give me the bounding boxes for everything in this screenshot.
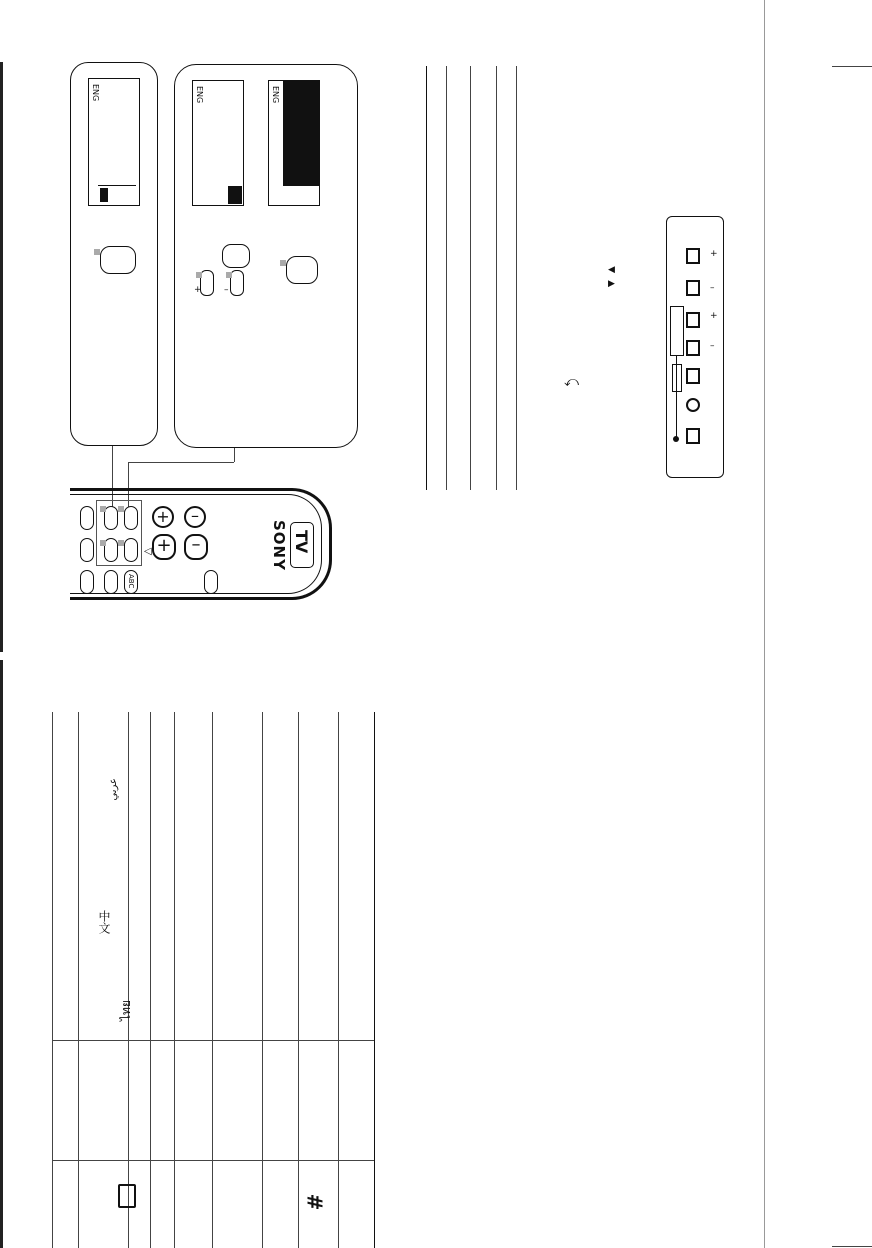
remote-marker-3 [100,540,106,546]
table-bottom-col-g [298,712,299,1248]
remote-abc-label: ABC [127,574,135,589]
table-bottom-col-c [150,712,151,1248]
panel-button-3 [686,312,700,328]
remote-button-3 [80,570,94,594]
panel-arrow-left: ◀ [608,265,615,275]
return-icon: ⤺ [564,374,579,390]
panel-minus-2: – [710,341,715,351]
table-bottom-rule-right [374,712,375,1248]
language-thai: ไทย [119,1000,133,1021]
remote-button-4 [104,570,118,594]
remote-button-ok [124,506,138,530]
remote-program-plus: + [152,534,176,560]
panel-guide-dot [673,436,679,442]
remote-volume-icon: ◁ [144,546,152,557]
panel-arrow-right: ▶ [608,279,615,289]
table-antenna-icon: # [302,1193,327,1211]
table-bottom-col-a [78,712,79,1248]
step1-hand-icon [100,246,136,274]
step3-marker [280,260,286,266]
table-top-col-2 [470,66,471,490]
panel-slider [672,364,682,392]
table-top-col-4 [516,66,517,490]
left-edge-bar [0,62,3,652]
panel-button-1 [686,248,700,264]
step2-plus-button [200,270,214,296]
panel-button-power [686,428,700,444]
left-edge-bar-lower [0,660,3,1248]
remote-marker-2 [118,506,124,512]
language-chinese: 中文 [97,910,111,934]
step2-hand-icon [222,244,250,268]
panel-button-2 [686,280,700,296]
step2-marker-b [226,272,232,278]
panel-plus-1: + [710,249,718,259]
remote-button-menu [104,506,118,530]
table-top-col-3 [496,66,497,490]
connector-2 [234,448,235,462]
panel-guide-line [676,356,677,440]
panel-button-4 [686,340,700,356]
remote-program-minus: – [184,534,208,560]
connector-2-h [128,462,234,463]
table-bottom-rule-left [52,712,53,1248]
table-bottom-col-b [128,712,129,1248]
table-tools-icon [118,1184,136,1208]
table-top-rule [426,66,427,490]
panel-button-5 [686,368,700,384]
remote-button-2 [80,538,94,562]
remote-volume-plus: + [152,506,174,528]
remote-button-1 [80,506,94,530]
step1-menu-selected [100,188,108,202]
step3-screen-highlight [283,80,320,186]
remote-button-plus [104,538,118,562]
step1-marker [94,249,100,255]
step3-hand-icon [286,256,318,284]
step3-screen-title: ENG [271,86,280,104]
panel-selector-box [670,306,684,356]
table-bottom-row-2 [52,1160,374,1161]
remote-marker-4 [118,540,124,546]
corner-mark-bottom [832,1246,872,1247]
step2-screen-title: ENG [195,86,204,104]
remote-brand: SONY [270,520,288,571]
panel-plus-2: + [710,311,718,321]
language-arabic: عربي [108,778,119,801]
step1-screen-title: ENG [91,84,100,102]
step2-minus-label: – [224,285,229,295]
corner-mark-top [832,66,872,67]
table-bottom-col-h [338,712,339,1248]
remote-button-5 [204,570,218,594]
panel-power-circle [686,398,700,412]
step2-plus-label: + [194,285,202,295]
remote-tv-label: TV [292,530,311,554]
table-bottom-col-f [262,712,263,1248]
table-top-col-1 [446,66,447,490]
page-fold-line [764,0,765,1248]
table-bottom-row-1 [52,1040,374,1041]
remote-volume-minus: – [184,506,206,528]
panel-minus-1: – [710,283,715,293]
step2-marker-a [196,272,202,278]
remote-button-minus [124,538,138,562]
table-bottom-col-d [174,712,175,1248]
step2-menu-highlight [228,186,242,204]
table-bottom-col-e [212,712,213,1248]
remote-marker-1 [100,506,106,512]
step2-minus-button [230,270,244,296]
